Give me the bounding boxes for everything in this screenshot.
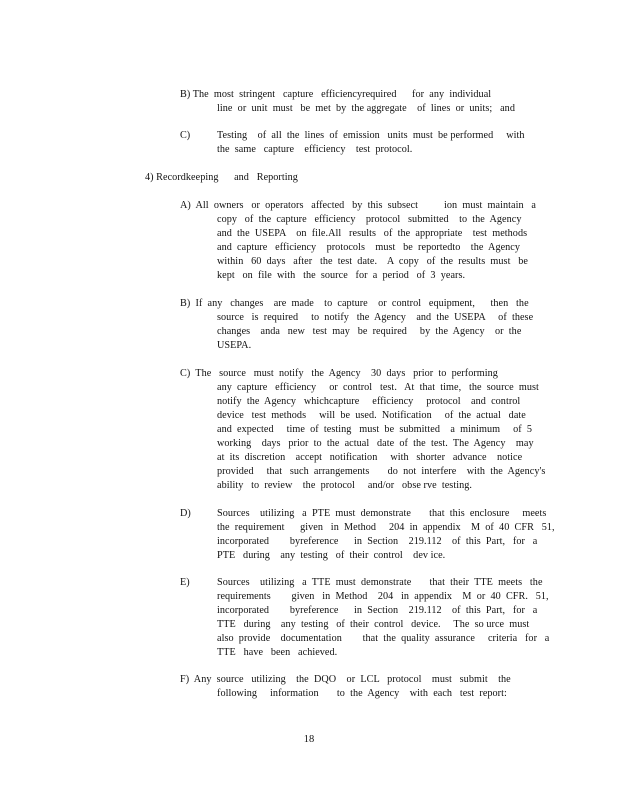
text-line: incorporated byreference in Section 219.112 of this Part, for a	[217, 605, 538, 616]
text-line: TTE during any testing of their control device. The so urce must	[217, 619, 530, 630]
text-line: at its discretion accept notification with shorter advance notice	[217, 452, 523, 463]
text-line: USEPA.	[217, 340, 252, 351]
text-line: and capture efficiency protocols must be reportedto the Agency	[217, 242, 521, 253]
text-line: requirements given in Method 204 in appendix M or 40 CFR. 51,	[217, 591, 549, 602]
text-line: Sources utilizing a TTE must demonstrate that their TTE meets the	[217, 577, 543, 588]
text-line: Testing of all the lines of emission units must be performed with	[217, 130, 525, 141]
text-line: and the USEPA on file.All results of the appropriate test methods	[217, 228, 528, 239]
text-line: F) Any source utilizing the DQO or LCL protocol must submit the	[180, 674, 511, 685]
item-label: D)	[180, 508, 191, 519]
text-line: line or unit must be met by the aggregate of lines or units; and	[217, 103, 515, 114]
text-line: any capture efficiency or control test. At that time, the source must	[217, 382, 539, 393]
text-line: source is required to notify the Agency and the USEPA of these	[217, 312, 534, 323]
text-line: A) All owners or operators affected by this subsect ion must maintain a	[180, 200, 536, 211]
text-line: Sources utilizing a PTE must demonstrate that this enclosure meets	[217, 508, 547, 519]
text-line: notify the Agency whichcapture efficiency protocol and control	[217, 396, 521, 407]
text-line: within 60 days after the test date. A copy of the results must be	[217, 256, 528, 267]
text-line: incorporated byreference in Section 219.112 of this Part, for a	[217, 536, 538, 547]
text-line: and expected time of testing must be submitted a minimum of 5	[217, 424, 533, 435]
text-line: the requirement given in Method 204 in appendix M of 40 CFR 51,	[217, 522, 555, 533]
section-heading: 4) Recordkeeping and Reporting	[145, 172, 298, 183]
text-line: kept on file with the source for a period of 3 years.	[217, 270, 466, 281]
text-line: PTE during any testing of their control dev ice.	[217, 550, 446, 561]
text-line: also provide documentation that the quality assurance criteria for a	[217, 633, 550, 644]
text-line: working days prior to the actual date of the test. The Agency may	[217, 438, 534, 449]
text-line: C) The source must notify the Agency 30 days prior to performing	[180, 368, 498, 379]
item-label: E)	[180, 577, 190, 588]
text-line: device test methods will be used. Notification of the actual date	[217, 410, 526, 421]
text-line: the same capture efficiency test protocol.	[217, 144, 413, 155]
text-line: ability to review the protocol and/or obse rve testing.	[217, 480, 472, 491]
text-line: changes anda new test may be required by the Agency or the	[217, 326, 522, 337]
item-label: C)	[180, 130, 191, 141]
text-line: B) If any changes are made to capture or control equipment, then the	[180, 298, 529, 309]
page-number: 18	[303, 734, 315, 745]
text-line: TTE have been achieved.	[217, 647, 338, 658]
text-line: B) The most stringent capture efficiencyrequired for any individual	[180, 89, 492, 100]
text-line: provided that such arrangements do not interfere with the Agency's	[217, 466, 546, 477]
text-line: following information to the Agency with each test report:	[217, 688, 507, 699]
text-line: copy of the capture efficiency protocol submitted to the Agency	[217, 214, 522, 225]
